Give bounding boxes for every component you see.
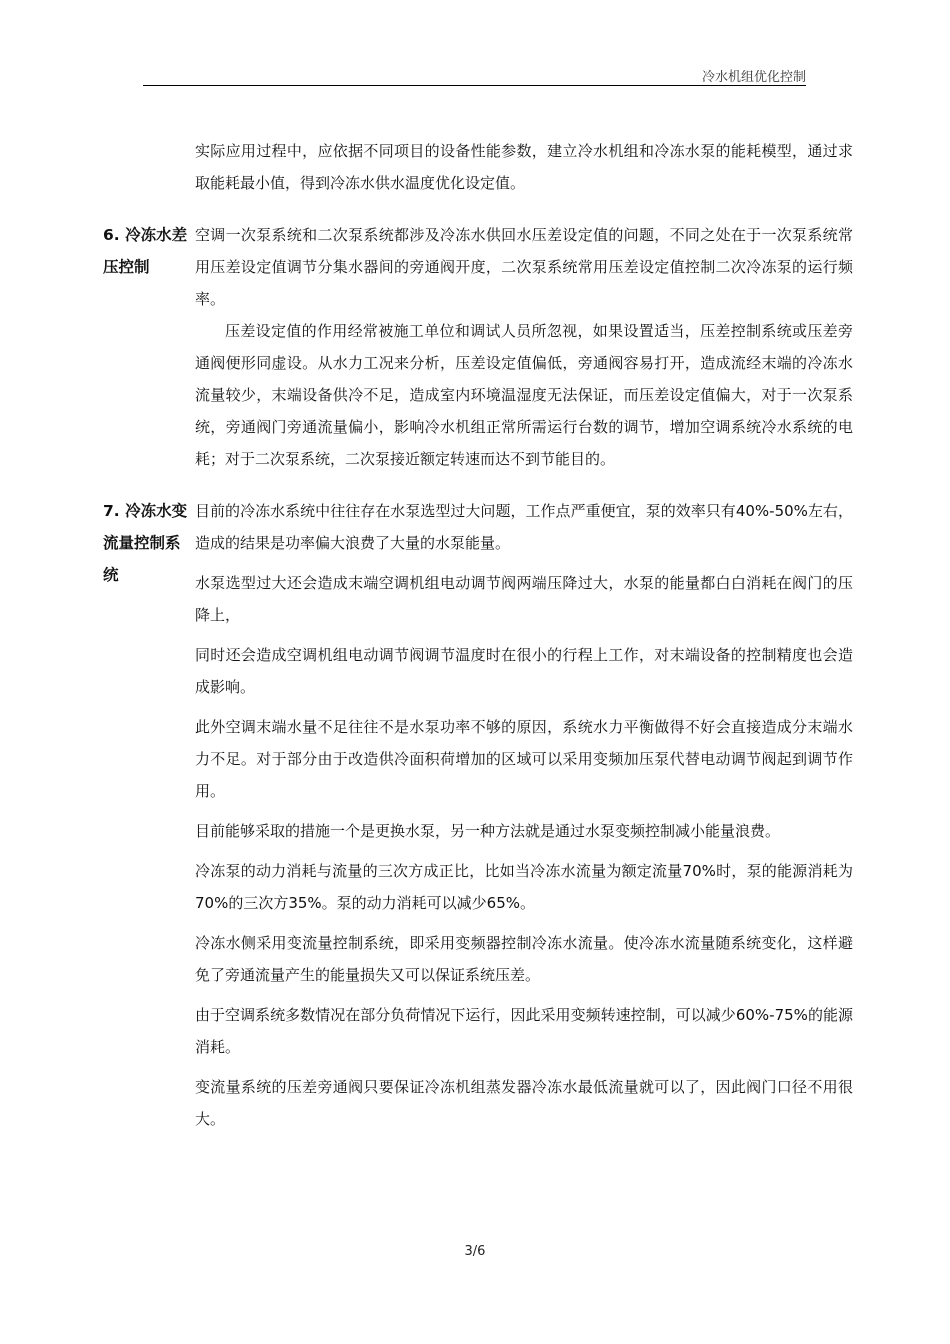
section-7-paragraph: 冷冻泵的动力消耗与流量的三次方成正比，比如当冷冻水流量为额定流量70%时，泵的能源消耗为70%的三次方35%。泵的动力消耗可以减少65%。 bbox=[195, 862, 853, 912]
section-7-paragraph: 目前的冷冻水系统中往往存在水泵选型过大问题，工作点严重便宜，泵的效率只有40%-50%左右，造成的结果是功率偏大浪费了大量的水泵能量。 bbox=[195, 502, 853, 552]
section-6-heading: 6. 冷冻水差压控制 bbox=[103, 226, 188, 276]
section-7-paragraph: 同时还会造成空调机组电动调节阀调节温度时在很小的行程上工作，对末端设备的控制精度也会造成影响。 bbox=[195, 646, 853, 696]
section-7-paragraph: 水泵选型过大还会造成末端空调机组电动调节阀两端压降过大，水泵的能量都白白消耗在阀门的压降上， bbox=[195, 574, 853, 624]
section-6-paragraph: 空调一次泵系统和二次泵系统都涉及冷冻水供回水压差设定值的问题，不同之处在于一次泵系统常用压差设定值调节分集水器间的旁通阀开度，二次泵系统常用压差设定值控制二次冷冻泵的运行频率。 bbox=[195, 226, 853, 308]
page-number: 3/6 bbox=[464, 1244, 486, 1259]
section-6 bbox=[103, 219, 853, 475]
section-7-body bbox=[195, 495, 853, 1135]
section-7-paragraph: 变流量系统的压差旁通阀只要保证冷冻机组蒸发器冷冻水最低流量就可以了，因此阀门口径不用很大。 bbox=[195, 1078, 853, 1128]
section-7-paragraph: 由于空调系统多数情况在部分负荷情况下运行，因此采用变频转速控制，可以减少60%-75%的能源消耗。 bbox=[195, 1006, 853, 1056]
section-7 bbox=[103, 495, 853, 1135]
intro-paragraph: 实际应用过程中，应依据不同项目的设备性能参数，建立冷水机组和冷冻水泵的能耗模型，通过求取能耗最小值，得到冷冻水供水温度优化设定值。 bbox=[195, 142, 853, 192]
section-7-heading: 7. 冷冻水变流量控制系统 bbox=[103, 502, 188, 584]
header-title: 冷水机组优化控制 bbox=[701, 70, 806, 85]
page-header bbox=[143, 64, 806, 86]
section-7-paragraph: 冷冻水侧采用变流量控制系统，即采用变频器控制冷冻水流量。使冷冻水流量随系统变化，这样避免了旁通流量产生的能量损失又可以保证系统压差。 bbox=[195, 934, 853, 984]
section-7-paragraph: 此外空调末端水量不足往往不是水泵功率不够的原因，系统水力平衡做得不好会直接造成分末端水力不足。对于部分由于改造供冷面积荷增加的区域可以采用变频加压泵代替电动调节阀起到调节作用。 bbox=[195, 718, 853, 800]
section-6-paragraph: 压差设定值的作用经常被施工单位和调试人员所忽视，如果设置适当，压差控制系统或压差旁通阀便形同虚设。从水力工况来分析，压差设定值偏低，旁通阀容易打开，造成流经末端的冷冻水流量较少，末端设备供冷不足，造成室内环境温湿度无法保证，而压差设定值偏大，对于一次泵系统，旁通阀门旁通流量偏小，影响冷水机组正常所需运行台数的调节，增加空调系统冷水系统的电耗；对于二次泵系统，二次泵接近额定转速而达不到节能目的。 bbox=[195, 322, 853, 468]
section-6-body bbox=[195, 219, 853, 475]
section-7-paragraph: 目前能够采取的措施一个是更换水泵，另一种方法就是通过水泵变频控制减小能量浪费。 bbox=[195, 822, 781, 840]
document-body bbox=[103, 135, 853, 1135]
